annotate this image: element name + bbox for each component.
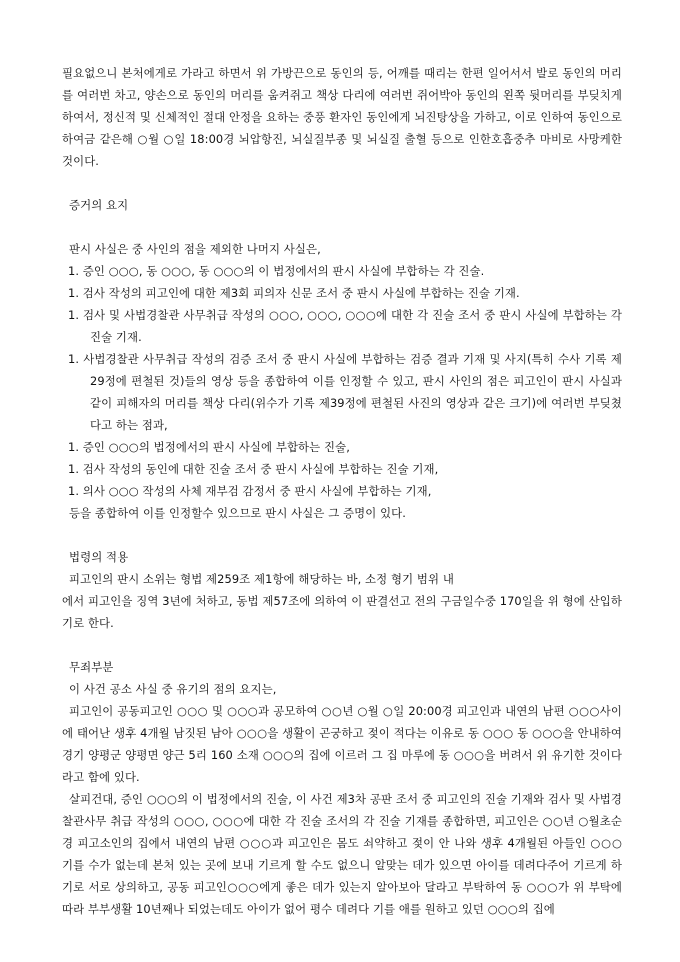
acquittal-lead: 이 사건 공소 사실 중 유기의 점의 요지는,: [69, 682, 277, 696]
evidence-closing: 등을 종합하여 이를 인정할수 있으므로 판시 사실은 그 증명이 있다.: [69, 506, 406, 520]
spacer: [62, 524, 622, 546]
intro-paragraph: 필요없으니 본처에게로 가라고 하면서 위 가방끈으로 동인의 등, 어깨를 때리는 한편 일어서서 발로 동인의 머리를 여러번 차고, 양손으로 동인의 머리를 움켜쥐고 책상 다리에 여러번 쥐어박아 동인의 왼쪽 뒷머리를 부딪치게 하여서, 정신적 및 신체적인 절대 안정을 요하는 중풍 환자인 동인에게 뇌진탕상을 가하고, 이로 인하여 동인으로 하여금 같은해 ○월 ○일 18:00경 뇌압항진, 뇌실질부종 및 뇌실질 출혈 등으로 인한호흡중추 마비로 사망케한 것이다.: [62, 66, 622, 168]
evidence-item: 1. 증인 ○○○, 동 ○○○, 동 ○○○의 이 법정에서의 판시 사실에 부합하는 각 진술.: [68, 264, 485, 278]
evidence-item: 1. 사법경찰관 사무취급 작성의 검증 조서 중 판시 사실에 부합하는 검증 결과 기재 및 사지(특히 수사 기록 제29정에 편철된 것)들의 영상 등을 종합하여 이를 인정할 수 있고, 판시 사인의 점은 피고인이 판시 사실과 같이 피해자의 머리를 책상 다리(위수가 기록 제39정에 편철된 사진의 영상과 같은 크기)에 여러번 부딪쳤다고 하는 점과,: [68, 352, 622, 432]
evidence-item: 1. 검사 작성의 피고인에 대한 제3회 피의자 신문 조서 중 판시 사실에 부합하는 진술 기재.: [68, 286, 520, 300]
law-line-2: 에서 피고인을 징역 3년에 처하고, 동법 제57조에 의하여 이 판결선고 전의 구금일수중 170일을 위 형에 산입하기로 한다.: [62, 594, 622, 630]
law-line-1: 피고인의 판시 소위는 형법 제259조 제1항에 해당하는 바, 소정 형기 범위 내: [69, 572, 454, 586]
acquittal-heading: 무죄부분: [69, 660, 114, 674]
evidence-item: 1. 증인 ○○○의 법정에서의 판시 사실에 부합하는 진술,: [68, 440, 350, 454]
evidence-item: 1. 의사 ○○○ 작성의 사체 재부검 감정서 중 판시 사실에 부합하는 기재,: [68, 484, 432, 498]
spacer: [62, 216, 622, 238]
evidence-item: 1. 검사 및 사법경찰관 사무취급 작성의 ○○○, ○○○, ○○○에 대한 각 진술 조서 중 판시 사실에 부합하는 각 진술 기재.: [68, 308, 622, 344]
evidence-lead: 판시 사실은 중 사인의 점을 제외한 나머지 사실은,: [69, 242, 321, 256]
spacer: [62, 172, 622, 194]
acquittal-paragraph-2: 살피건대, 증인 ○○○의 이 법정에서의 진술, 이 사건 제3차 공판 조서 중 피고인의 진술 기재와 검사 및 사법경찰관사무 취급 작성의 ○○○, ○○○에 대한 각 진술 조서의 각 진술 기재를 종합하면, 피고인은 ○○년 ○월초순경 피고소인의 집에서 내연의 남편 ○○○과 피고인은 몸도 쇠약하고 젖이 안 나와 생후 4개월된 아들인 ○○○ 기를 수가 없는데 본처 있는 곳에 보내 기르게 할 수도 없으니 알맞는 데가 있으면 아이를 데려다주어 기르게 하기로 서로 상의하고, 공동 피고인○○○에게 좋은 데가 있는지 알아보아 달라고 부탁하여 동 ○○○가 위 부탁에 따라 부부생활 10년째나 되었는데도 아이가 없어 평수 데려다 기를 애를 원하고 있던 ○○○의 집에: [62, 792, 622, 916]
law-heading: 법령의 적용: [69, 550, 129, 564]
acquittal-paragraph-1: 피고인이 공동피고인 ○○○ 및 ○○○과 공모하여 ○○년 ○월 ○일 20:00경 피고인과 내연의 남편 ○○○사이에 태어난 생후 4개월 남짓된 남아 ○○○을 생활이 곤궁하고 젖이 적다는 이유로 동 ○○○ 동 ○○○을 안내하여 경기 양평군 양평면 양근 5리 160 소재 ○○○의 집에 이르러 그 집 마루에 동 ○○○을 버려서 위 유기한 것이다 라고 함에 있다.: [62, 704, 622, 784]
evidence-heading: 증거의 요지: [69, 198, 129, 212]
spacer: [62, 634, 622, 656]
evidence-item: 1. 검사 작성의 동인에 대한 진술 조서 중 판시 사실에 부합하는 진술 기재,: [68, 462, 439, 476]
